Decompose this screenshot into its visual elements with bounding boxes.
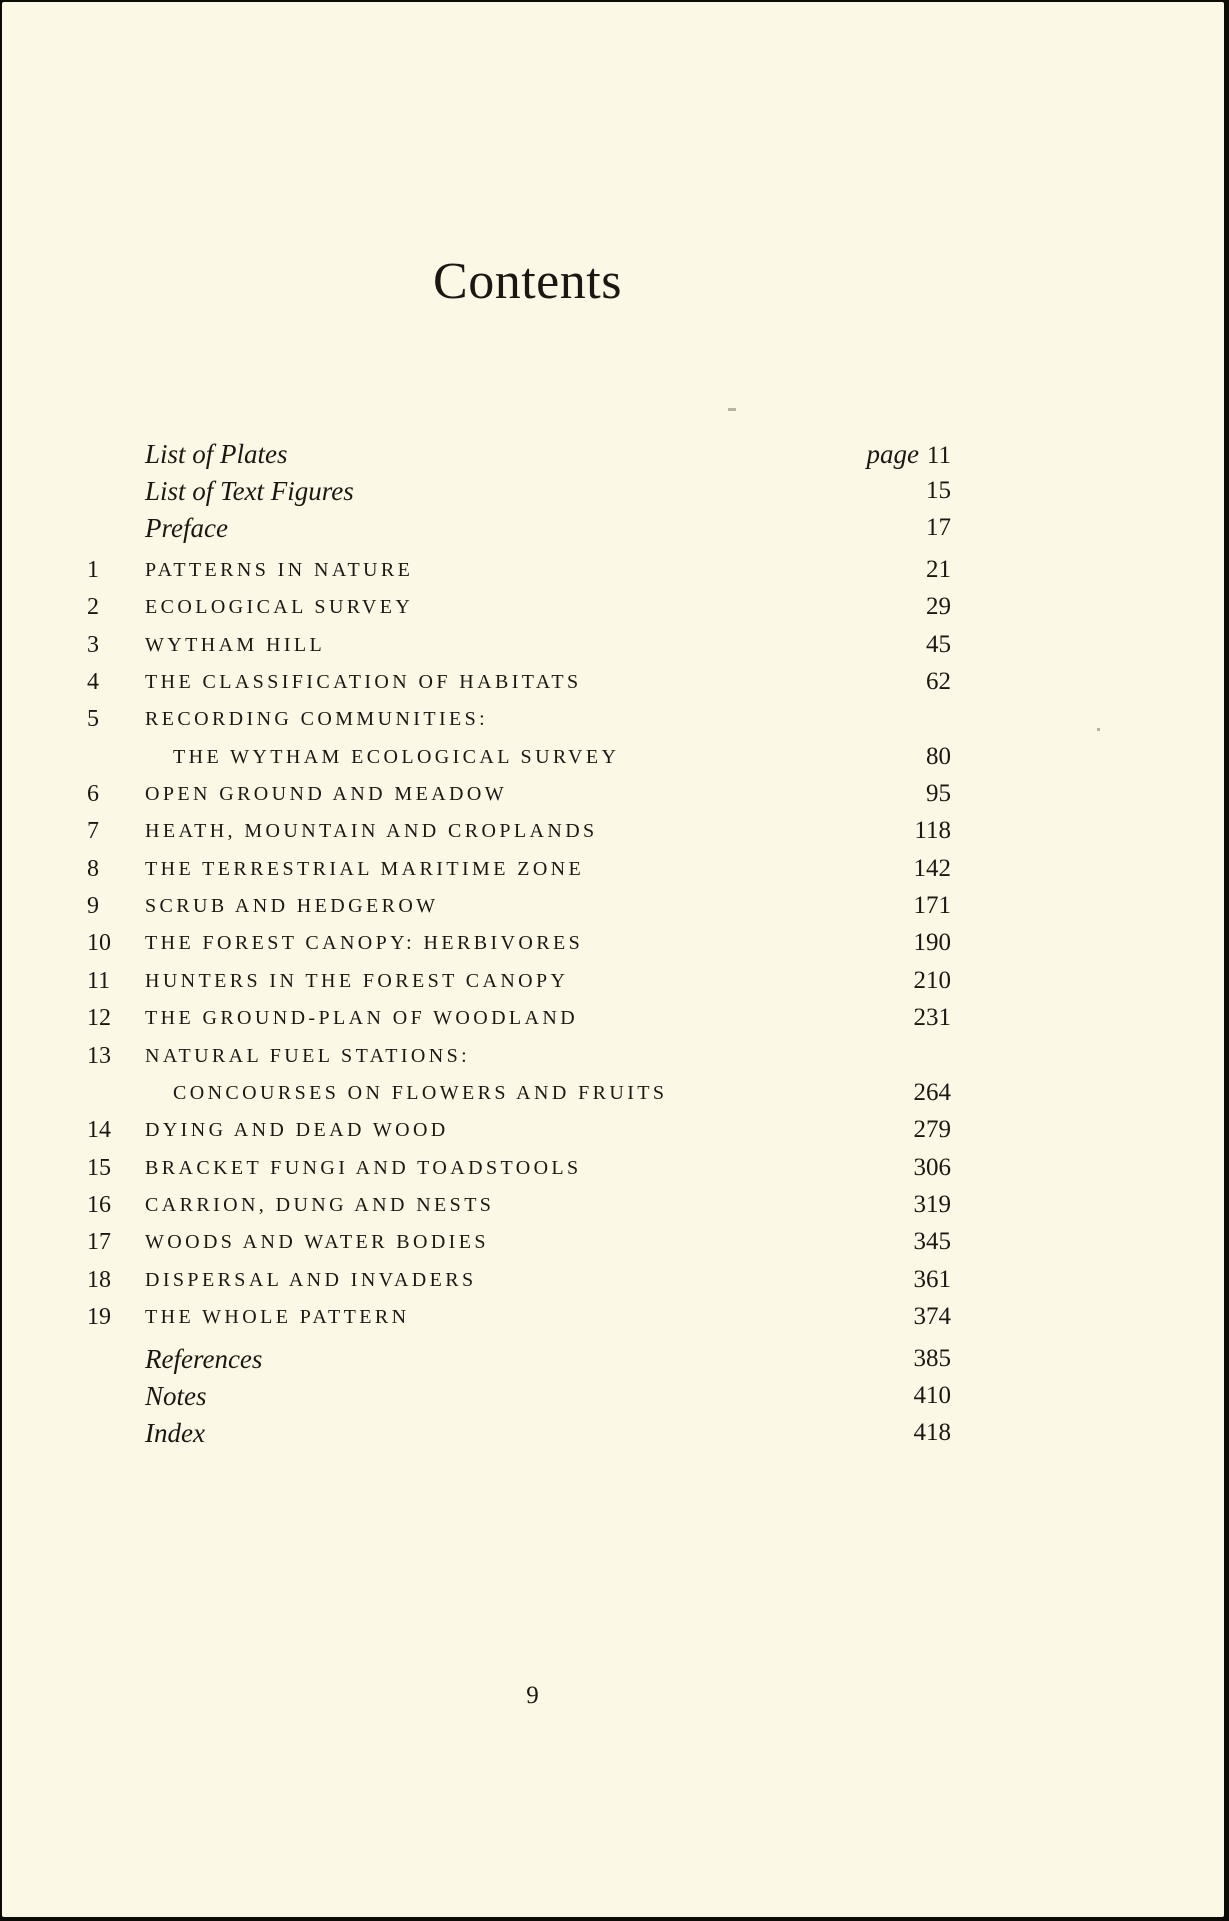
chapter-number: 14	[87, 1117, 111, 1143]
toc-entry	[2, 1264, 1224, 1296]
toc-entry	[2, 1077, 1224, 1109]
chapter-number: 3	[87, 632, 99, 658]
entry-title: SCRUB AND HEDGEROW	[145, 895, 439, 917]
chapter-number: 12	[87, 1005, 111, 1031]
chapter-number: 18	[87, 1267, 111, 1293]
paper-speck	[728, 408, 736, 411]
page-ref	[914, 815, 951, 847]
page-value: 21	[926, 556, 951, 583]
page-ref	[914, 1002, 952, 1034]
toc-entry	[2, 778, 1224, 810]
chapter-number: 19	[87, 1304, 111, 1330]
page-value: 361	[913, 1266, 951, 1293]
toc-entry	[2, 666, 1224, 698]
toc-entry	[2, 1152, 1224, 1184]
toc-entry	[2, 890, 1224, 922]
page-number: 9	[526, 1682, 539, 1709]
entry-title: Preface	[145, 513, 228, 543]
page-ref	[866, 438, 951, 472]
entry-title: Notes	[145, 1381, 207, 1411]
toc-entry	[2, 512, 1224, 544]
chapter-number: 5	[87, 706, 99, 732]
entry-title: CONCOURSES ON FLOWERS AND FRUITS	[173, 1082, 668, 1104]
toc-entry	[2, 1002, 1224, 1034]
toc-entry	[2, 1301, 1224, 1333]
page-value: 264	[913, 1079, 951, 1106]
page-ref	[926, 554, 951, 586]
entry-title: NATURAL FUEL STATIONS:	[145, 1045, 471, 1067]
entry-title: CARRION, DUNG AND NESTS	[145, 1194, 495, 1216]
entry-title: HUNTERS IN THE FOREST CANOPY	[145, 970, 569, 992]
page-value: 190	[913, 929, 951, 956]
book-page	[2, 2, 1224, 1917]
toc-entry	[2, 1226, 1224, 1258]
entry-title: THE TERRESTRIAL MARITIME ZONE	[145, 858, 585, 880]
page-ref	[914, 927, 952, 959]
page-ref	[926, 512, 951, 544]
chapter-number: 13	[87, 1043, 111, 1069]
page-value: 319	[913, 1191, 951, 1218]
page-value: 11	[926, 442, 951, 469]
page-ref	[914, 1114, 952, 1146]
page-value: 374	[913, 1303, 951, 1330]
page-ref	[914, 853, 952, 885]
page-title: Contents	[433, 253, 622, 310]
page-ref	[914, 1264, 952, 1296]
page-value: 45	[926, 631, 951, 658]
page-value: 410	[913, 1382, 951, 1409]
chapter-number: 17	[87, 1229, 111, 1255]
toc-entry	[2, 1380, 1224, 1412]
toc-entry	[2, 703, 1224, 735]
page-value: 306	[913, 1154, 951, 1181]
page-value: 17	[926, 514, 951, 541]
chapter-number: 1	[87, 557, 99, 583]
page-value: 418	[913, 1419, 951, 1446]
entry-title: DISPERSAL AND INVADERS	[145, 1269, 477, 1291]
chapter-number: 4	[87, 669, 99, 695]
toc-entry	[2, 1040, 1224, 1072]
page-value: 171	[913, 892, 951, 919]
page-ref	[926, 666, 951, 698]
page-value: 142	[913, 855, 951, 882]
toc-entry	[2, 927, 1224, 959]
toc-entry	[2, 554, 1224, 586]
page-prefix: page	[866, 439, 919, 469]
entry-title: THE WYTHAM ECOLOGICAL SURVEY	[173, 746, 620, 768]
page-value: 62	[926, 668, 951, 695]
entry-title: List of Text Figures	[145, 476, 354, 506]
page-value: 279	[913, 1116, 951, 1143]
chapter-number: 16	[87, 1192, 111, 1218]
entry-title: THE FOREST CANOPY: HERBIVORES	[145, 932, 584, 954]
toc-entry	[2, 1343, 1224, 1375]
entry-title: THE CLASSIFICATION OF HABITATS	[145, 671, 582, 693]
paper-speck	[1097, 728, 1100, 731]
page-ref	[926, 629, 951, 661]
entry-title: RECORDING COMMUNITIES:	[145, 708, 489, 730]
chapter-number: 7	[87, 818, 99, 844]
page-ref	[914, 1380, 952, 1412]
toc-entry	[2, 1417, 1224, 1449]
entry-title: HEATH, MOUNTAIN AND CROPLANDS	[145, 820, 598, 842]
toc-entry	[2, 853, 1224, 885]
entry-title: WYTHAM HILL	[145, 634, 326, 656]
page-value: 345	[913, 1228, 951, 1255]
page-ref	[914, 1189, 952, 1221]
page-value: 231	[913, 1004, 951, 1031]
toc-entry	[2, 591, 1224, 623]
page-value: 15	[926, 477, 951, 504]
entry-title: THE GROUND-PLAN OF WOODLAND	[145, 1007, 579, 1029]
page-ref	[926, 778, 951, 810]
page-ref	[914, 1343, 952, 1375]
chapter-number: 10	[87, 930, 111, 956]
chapter-number: 2	[87, 594, 99, 620]
chapter-number: 8	[87, 856, 99, 882]
entry-title: WOODS AND WATER BODIES	[145, 1231, 489, 1253]
page-value: 385	[913, 1345, 951, 1372]
entry-title: THE WHOLE PATTERN	[145, 1306, 410, 1328]
chapter-number: 11	[87, 968, 111, 994]
page-value: 29	[926, 593, 951, 620]
entry-title: PATTERNS IN NATURE	[145, 559, 414, 581]
entry-title: List of Plates	[145, 439, 288, 469]
page-ref	[914, 1301, 952, 1333]
toc-entry	[2, 1114, 1224, 1146]
entry-title: ECOLOGICAL SURVEY	[145, 596, 414, 618]
chapter-number: 15	[87, 1155, 111, 1181]
page-value: 95	[926, 780, 951, 807]
entry-title: DYING AND DEAD WOOD	[145, 1119, 449, 1141]
page-ref	[914, 965, 952, 997]
chapter-number: 6	[87, 781, 99, 807]
entry-title: References	[145, 1344, 263, 1374]
toc-entry	[2, 965, 1224, 997]
table-of-contents	[2, 2, 1224, 1602]
page-ref	[914, 1152, 952, 1184]
chapter-number: 9	[87, 893, 99, 919]
page-ref	[926, 741, 951, 773]
page-ref	[926, 591, 951, 623]
page-value: 210	[913, 967, 951, 994]
page-ref	[914, 1077, 952, 1109]
toc-entry	[2, 1189, 1224, 1221]
page-value: 118	[914, 817, 951, 844]
entry-title: BRACKET FUNGI AND TOADSTOOLS	[145, 1157, 582, 1179]
toc-entry	[2, 629, 1224, 661]
toc-entry	[2, 815, 1224, 847]
entry-title: OPEN GROUND AND MEADOW	[145, 783, 508, 805]
entry-title: Index	[145, 1418, 205, 1448]
toc-entry	[2, 475, 1224, 507]
page-ref	[914, 890, 952, 922]
toc-entry	[2, 438, 1224, 470]
page-ref	[926, 475, 951, 507]
toc-entry	[2, 741, 1224, 773]
page-ref	[914, 1226, 952, 1258]
page-value: 80	[926, 743, 951, 770]
page-ref	[914, 1417, 952, 1449]
